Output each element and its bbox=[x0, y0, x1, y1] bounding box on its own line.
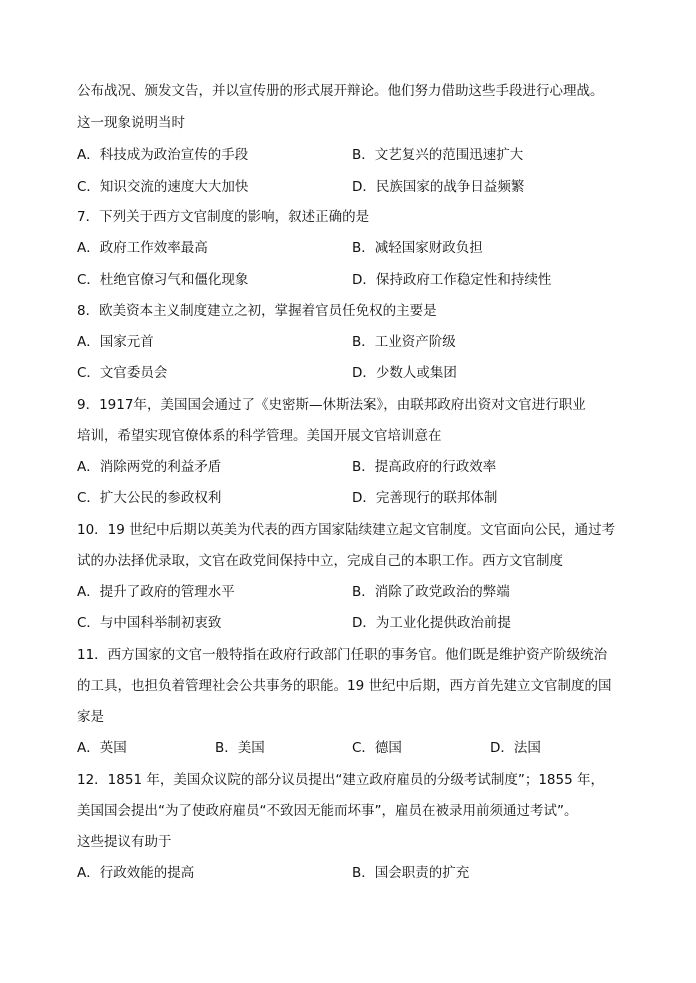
intro-stem-line-2: 这一现象说明当时 bbox=[77, 115, 185, 131]
intro-option-c: C．知识交流的速度大大加快 bbox=[77, 179, 249, 195]
q11-stem-line-2: 的工具，也担负着管理社会公共事务的职能。19 世纪中后期，西方首先建立文官制度的国 bbox=[77, 678, 612, 694]
intro-stem-line-1: 公布战况、颁发文告，并以宣传册的形式展开辩论。他们努力借助这些手段进行心理战。 bbox=[77, 83, 604, 99]
q9-stem-line-1: 9．1917年，美国国会通过了《史密斯—休斯法案》，由联邦政府出资对文官进行职业 bbox=[77, 397, 586, 413]
q8-option-b: B．工业资产阶级 bbox=[352, 334, 456, 350]
q10-stem-line-1: 10．19 世纪中后期以英美为代表的西方国家陆续建立起文官制度。文官面向公民，通过考 bbox=[77, 522, 616, 538]
q7-option-d: D．保持政府工作稳定性和持续性 bbox=[352, 272, 552, 288]
q9-option-d: D．完善现行的联邦体制 bbox=[352, 490, 498, 506]
q10-option-b: B．消除了政党政治的弊端 bbox=[352, 584, 510, 600]
q9-option-c: C．扩大公民的参政权利 bbox=[77, 490, 222, 506]
q11-option-a: A．英国 bbox=[77, 740, 127, 756]
q10-option-d: D．为工业化提供政治前提 bbox=[352, 615, 511, 631]
q7-option-c: C．杜绝官僚习气和僵化现象 bbox=[77, 272, 249, 288]
q11-stem-line-1: 11．西方国家的文官一般特指在政府行政部门任职的事务官。他们既是维护资产阶级统治 bbox=[77, 647, 608, 663]
q7-option-b: B．减轻国家财政负担 bbox=[352, 240, 483, 256]
q11-stem-line-3: 家是 bbox=[77, 709, 104, 725]
q9-option-a: A．消除两党的利益矛盾 bbox=[77, 459, 222, 475]
q8-option-c: C．文官委员会 bbox=[77, 365, 168, 381]
q12-stem-line-1: 12．1851 年，美国众议院的部分议员提出“建立政府雇员的分级考试制度”；1855 年， bbox=[77, 772, 604, 788]
q11-option-b: B．美国 bbox=[215, 740, 265, 756]
q11-option-c: C．德国 bbox=[352, 740, 402, 756]
intro-option-d: D．民族国家的战争日益频繁 bbox=[352, 179, 525, 195]
q9-stem-line-2: 培训，希望实现官僚体系的科学管理。美国开展文官培训意在 bbox=[77, 428, 442, 444]
q12-option-a: A．行政效能的提高 bbox=[77, 865, 195, 881]
q12-stem-line-3: 这些提议有助于 bbox=[77, 834, 172, 850]
q7-option-a: A．政府工作效率最高 bbox=[77, 240, 208, 256]
q12-stem-line-2: 美国国会提出“为了使政府雇员“不致因无能而坏事”，雇员在被录用前须通过考试”。 bbox=[77, 803, 578, 819]
q10-stem-line-2: 试的办法择优录取，文官在政党间保持中立，完成自己的本职工作。西方文官制度 bbox=[77, 553, 563, 569]
q8-option-d: D．少数人或集团 bbox=[352, 365, 457, 381]
q12-option-b: B．国会职责的扩充 bbox=[352, 865, 470, 881]
intro-option-b: B．文艺复兴的范围迅速扩大 bbox=[352, 147, 524, 163]
q11-option-d: D．法国 bbox=[490, 740, 541, 756]
q8-stem: 8．欧美资本主义制度建立之初，掌握着官员任免权的主要是 bbox=[77, 303, 437, 319]
q7-stem: 7．下列关于西方文官制度的影响，叙述正确的是 bbox=[77, 209, 370, 225]
q10-option-a: A．提升了政府的管理水平 bbox=[77, 584, 235, 600]
q10-option-c: C．与中国科举制初衷致 bbox=[77, 615, 222, 631]
q9-option-b: B．提高政府的行政效率 bbox=[352, 459, 497, 475]
intro-option-a: A．科技成为政治宣传的手段 bbox=[77, 147, 249, 163]
q8-option-a: A．国家元首 bbox=[77, 334, 154, 350]
